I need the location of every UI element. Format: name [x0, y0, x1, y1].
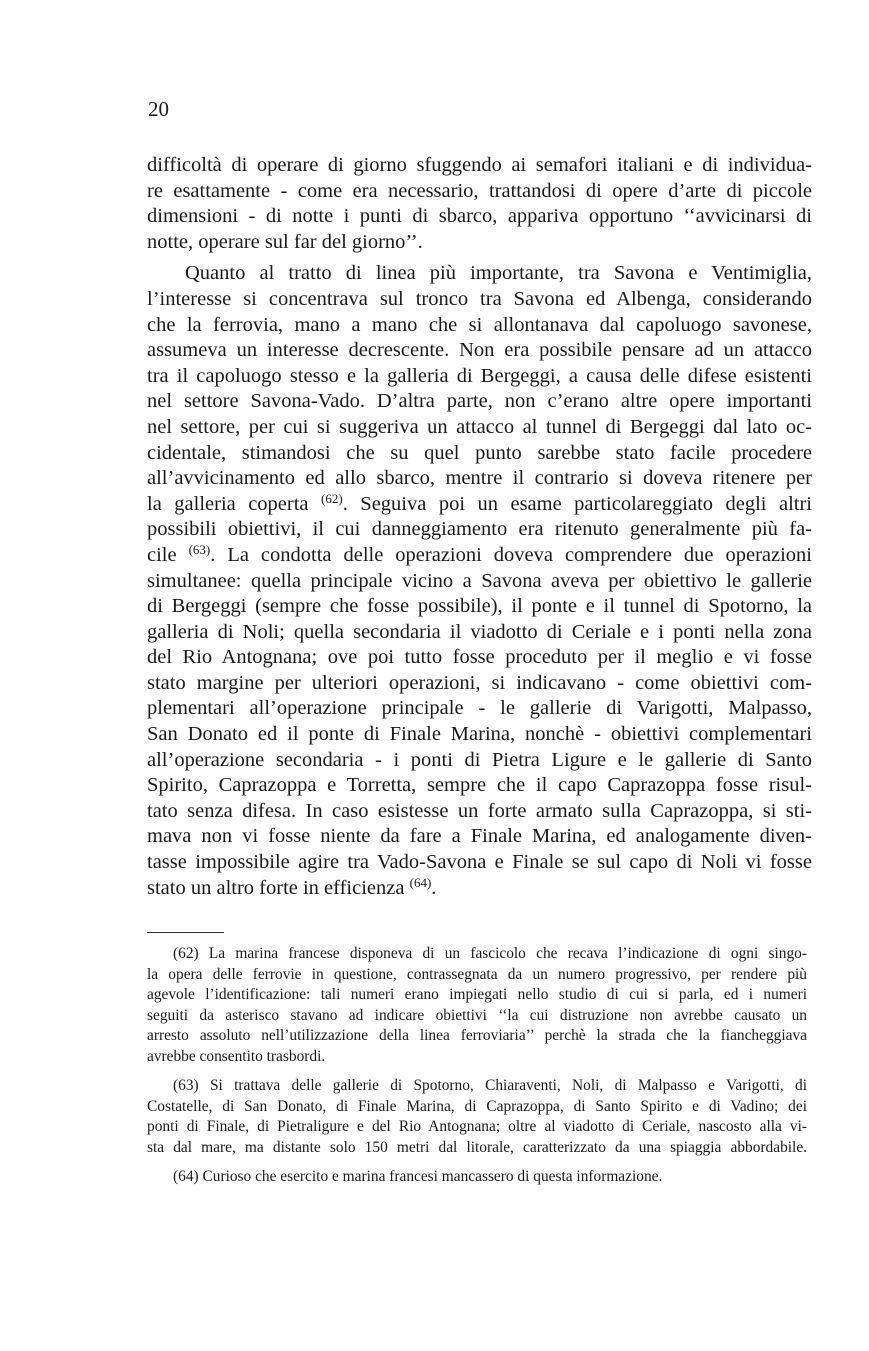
text-line: simultanee: quella principale vicino a Savona aveva per obiettivo le gallerie — [147, 569, 812, 592]
footnote-line: arresto assoluto nell’utilizzazione della linea ferroviaria’’ perchè la strada che la fiancheggiava — [147, 1027, 807, 1044]
footnotes — [147, 944, 807, 1188]
footnote-line: seguiti da asterisco stavano ad indicare obiettivi ‘‘la cui distruzione non avrebbe causato un — [147, 1006, 807, 1024]
text-line: San Donato ed il ponte di Finale Marina, nonchè - obiettivi complementari — [147, 723, 812, 746]
text-line: del Rio Antognana; ove poi tutto fosse proceduto per il meglio e vi fosse — [147, 646, 812, 669]
footnote-line: agevole l’identificazione: tali numeri erano impiegati nello studio di cui si parla, ed i numeri — [147, 986, 807, 1003]
footnote-line: Costatelle, di San Donato, di Finale Marina, di Caprazoppa, di Santo Spirito e di Vadino; dei — [147, 1097, 807, 1115]
footnote-line: la opera delle ferrovie in questione, contrassegnata da un numero progressivo, per rendere più — [147, 965, 807, 983]
text-line: cidentale, stimandosi che su quel punto sarebbe stato facile procedere — [147, 441, 812, 464]
footnote-separator — [147, 932, 224, 933]
text-segment: . La condotta delle operazioni doveva comprendere due operazioni — [210, 543, 812, 566]
footnote-line: ponti di Finale, di Pietraligure e del Rio Antognana; oltre al viadotto di Ceriale, nascosto alla vi- — [147, 1118, 807, 1135]
footnote-reference[interactable]: (62) — [321, 490, 343, 506]
text-segment: cile — [147, 543, 189, 566]
text-line: difficoltà di operare di giorno sfuggendo ai semafori italiani e di individua- — [147, 154, 812, 176]
footnote-line: avrebbe consentito trasbordi. — [147, 1047, 326, 1065]
text-line: nel settore Savona-Vado. D’altra parte, non c’erano altre opere importanti — [147, 390, 812, 413]
text-line — [147, 876, 812, 902]
text-line: l’interesse si concentrava sul tronco tra Savona ed Albenga, considerando — [147, 287, 812, 310]
body-text — [147, 153, 812, 901]
text-line — [147, 492, 812, 518]
footnote-62 — [147, 944, 807, 1067]
footnote-line: (63) Si trattava delle gallerie di Spotorno, Chiaraventi, Noli, di Malpasso e Varigotti, di — [173, 1077, 807, 1094]
footnote-line: (64) Curioso che esercito e marina francesi mancassero di questa informazione. — [173, 1168, 663, 1185]
footnote-64 — [147, 1167, 807, 1188]
text-line: tasse impossibile agire tra Vado-Savona e Finale se sul capo di Noli vi fosse — [147, 851, 812, 874]
paragraph — [147, 261, 812, 901]
text-segment: . — [431, 876, 437, 899]
text-line: assumeva un interesse decrescente. Non era possibile pensare ad un attacco — [147, 339, 812, 362]
footnote-reference[interactable]: (64) — [409, 874, 432, 890]
text-line: re esattamente - come era necessario, trattandosi di opere d’arte di piccole — [147, 179, 812, 202]
text-line: galleria di Noli; quella secondaria il viadotto di Ceriale e i ponti nella zona — [147, 620, 812, 643]
footnote-reference[interactable]: (63) — [188, 541, 211, 557]
text-line: plementari all’operazione principale - le gallerie di Varigotti, Malpasso, — [147, 697, 812, 720]
text-line: all’operazione secondaria - i ponti di Pietra Ligure e le gallerie di Santo — [147, 748, 812, 771]
text-line: notte, operare sul far del giorno’’. — [147, 230, 423, 253]
page-number: 20 — [148, 97, 169, 121]
text-line: possibili obiettivi, il cui danneggiamento era ritenuto generalmente più fa- — [147, 518, 812, 541]
footnote-line: sta dal mare, ma distante solo 150 metri dal litorale, caratterizzato da una spiaggia abbordabile. — [147, 1138, 807, 1156]
text-line: tato senza difesa. In caso esistesse un forte armato sulla Caprazoppa, si sti- — [147, 799, 812, 822]
text-line: stato margine per ulteriori operazioni, si indicavano - come obiettivi com- — [147, 671, 812, 694]
text-line: mava non vi fosse niente da fare a Finale Marina, ed analogamente diven- — [147, 825, 812, 848]
text-line — [147, 543, 812, 569]
text-line: che la ferrovia, mano a mano che si allontanava dal capoluogo savonese, — [147, 313, 812, 336]
text-segment: . Seguiva poi un esame particolareggiato degli altri — [342, 492, 812, 515]
text-line: dimensioni - di notte i punti di sbarco, appariva opportuno ‘‘avvicinarsi di — [147, 205, 812, 228]
text-line: di Bergeggi (sempre che fosse possibile), il ponte e il tunnel di Spotorno, la — [147, 595, 812, 618]
text-segment: la galleria coperta — [147, 492, 322, 515]
text-line: tra il capoluogo stesso e la galleria di Bergeggi, a causa delle difese esistenti — [147, 364, 812, 387]
footnote-63 — [147, 1076, 807, 1158]
text-line: Quanto al tratto di linea più importante, tra Savona e Ventimiglia, — [185, 262, 812, 285]
text-line: Spirito, Caprazoppa e Torretta, sempre che il capo Caprazoppa fosse risul- — [147, 774, 812, 797]
text-segment: stato un altro forte in efficienza — [147, 876, 410, 899]
text-line: all’avvicinamento ed allo sbarco, mentre il contrario si doveva ritenere per — [147, 467, 812, 490]
text-line: nel settore, per cui si suggeriva un attacco al tunnel di Bergeggi dal lato oc- — [147, 415, 812, 438]
footnote-line: (62) La marina francese disponeva di un fascicolo che recava l’indicazione di ogni singo- — [173, 945, 807, 962]
paragraph — [147, 153, 812, 255]
